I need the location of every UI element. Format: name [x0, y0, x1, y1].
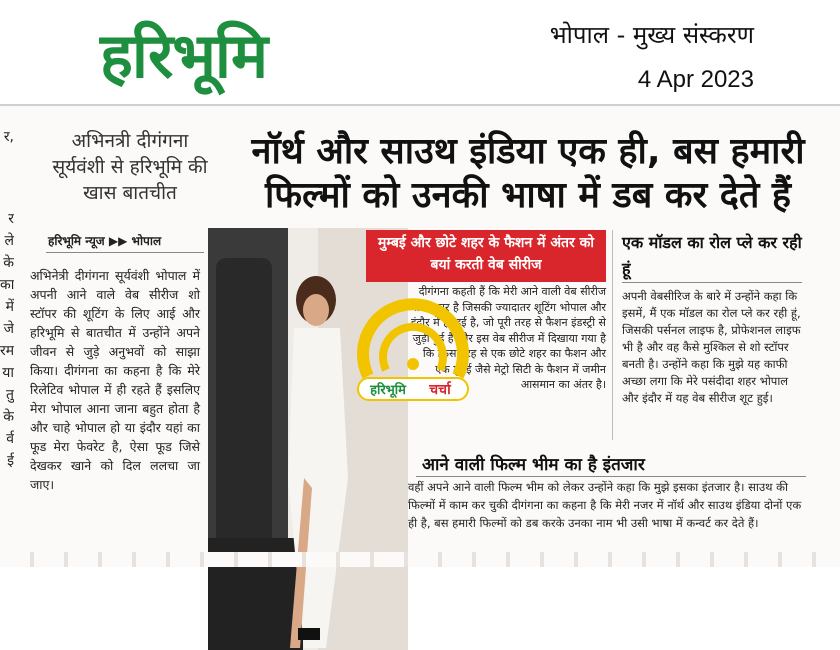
- actress-photo: [208, 228, 408, 650]
- cut-word: या: [2, 365, 14, 381]
- article-clipping: [0, 106, 840, 567]
- sub-story-text: दीगंगना कहती हैं कि मेरी आने वाली वेब सीरीज शो स्टापर है जिसकी ज्यादातर शूटिंग भोपाल और इंदौर में ही हुई है, जो पूरी तरह से फैशन इंडस्ट्री से जुड़ी हुई है और इस वेब सीरीज में दिखाया गया है कि किस तरह से एक छोटे शहर का फैशन और एक मुंबई जैसे मेट्रो सिटी के फैशन में जमीन आसमान का अंतर है।: [410, 285, 606, 391]
- column-divider: [612, 230, 613, 440]
- bottom-divider: [416, 476, 806, 477]
- haribhoomi-charcha-badge: [348, 296, 478, 406]
- cut-word: ई: [7, 453, 14, 469]
- article-body: अभिनेत्री दीगंगना सूर्यवंशी भोपाल में अपनी आने वाले वेब सीरीज शो स्टॉपर की शूटिंग के लिए आई और हरिभूमि से बातचीत में उन्होंने अपने जीवन से जुड़े अनुभवों को साझा किया। दीगंगना का कहना है कि मेरे रिलेटिव भोपाल में ही रहते हैं इसलिए मेरा भोपाल आना जाना बहुत होता है और चाहे भोपाल हो या इंदौर यहां का फूड मेरा फेवरेट है, ऐसा फूड जिसे देखकर खाने को दिल ललचा जा जाए।: [30, 268, 200, 492]
- bottom-story-text: वहीं अपने आने वाली फिल्म भीम को लेकर उन्होंने कहा कि मुझे इसका इंतजार है। साउथ की फिल्मों में काम कर चुकी दीगंगना का कहना है कि मेरी नजर में नॉर्थ और साउथ इंडिया दोनों एक ही है, बस हमारी फिल्मों को डब करके उनका नाम भी उसी भाषा में कन्वर्ट कर देते हैं।: [408, 480, 802, 530]
- cut-word: ले: [4, 233, 14, 249]
- cut-word: र्व: [6, 431, 14, 447]
- cut-word: का: [0, 277, 14, 293]
- article-byline: हरिभूमि न्यूज ▶▶ भोपाल: [48, 234, 162, 248]
- bottom-subheading: आने वाली फिल्म भीम का है इंतजार: [422, 455, 645, 475]
- haribhoomi-logo[interactable]: हरिभूमि: [100, 19, 268, 92]
- article-kicker: अभिनत्री दीगंगना सूर्यवंशी से हरिभूमि की खास बातचीत: [52, 130, 208, 204]
- cut-word: र: [8, 211, 14, 227]
- charcha-left-label: हरिभूमि: [370, 383, 406, 398]
- cut-word: तु: [6, 387, 14, 403]
- publication-date: 4 Apr 2023: [637, 66, 754, 93]
- masthead: [0, 0, 840, 104]
- edition-label: भोपाल - मुख्य संस्करण: [549, 21, 754, 49]
- next-article-strip: [0, 552, 840, 567]
- right-divider: [622, 282, 802, 283]
- right-story-text: अपनी वेबसीरिज के बारे में उन्होंने कहा कि इसमें, मैं एक मॉडल का रोल प्ले कर रही हूं, जिसकी पर्सनल लाइफ है, प्रोफेशनल लाइफ भी है और वह कैसे मुश्किल से शो स्टॉपर बनती है। उन्होंने कहा कि मुझे यह काफी अच्छा लगा कि मेरे पसंदीदा शहर भोपाल और इंदौर में यह वेब सीरीज शूट हुई।: [622, 289, 801, 405]
- right-subheading: एक मॉडल का रोल प्ले कर रही हूं: [622, 233, 802, 278]
- cut-word: र,: [3, 129, 14, 145]
- byline-divider: [46, 252, 204, 253]
- cut-word: रम: [0, 343, 14, 359]
- sub-story-banner: मुम्बई और छोटे शहर के फैशन में अंतर को बयां करती वेब सीरीज: [366, 230, 606, 282]
- cut-word: के: [3, 255, 14, 271]
- article-headline: नॉर्थ और साउथ इंडिया एक ही, बस हमारी फिल्मों को उनकी भाषा में डब कर देते हैं: [251, 131, 805, 216]
- cut-off-column: [0, 106, 14, 567]
- cut-word: जे: [3, 321, 14, 337]
- charcha-right-label: चर्चा: [429, 382, 451, 398]
- cut-word: में: [5, 299, 14, 315]
- cut-word: के: [3, 409, 14, 425]
- photo-illustration: [208, 228, 408, 650]
